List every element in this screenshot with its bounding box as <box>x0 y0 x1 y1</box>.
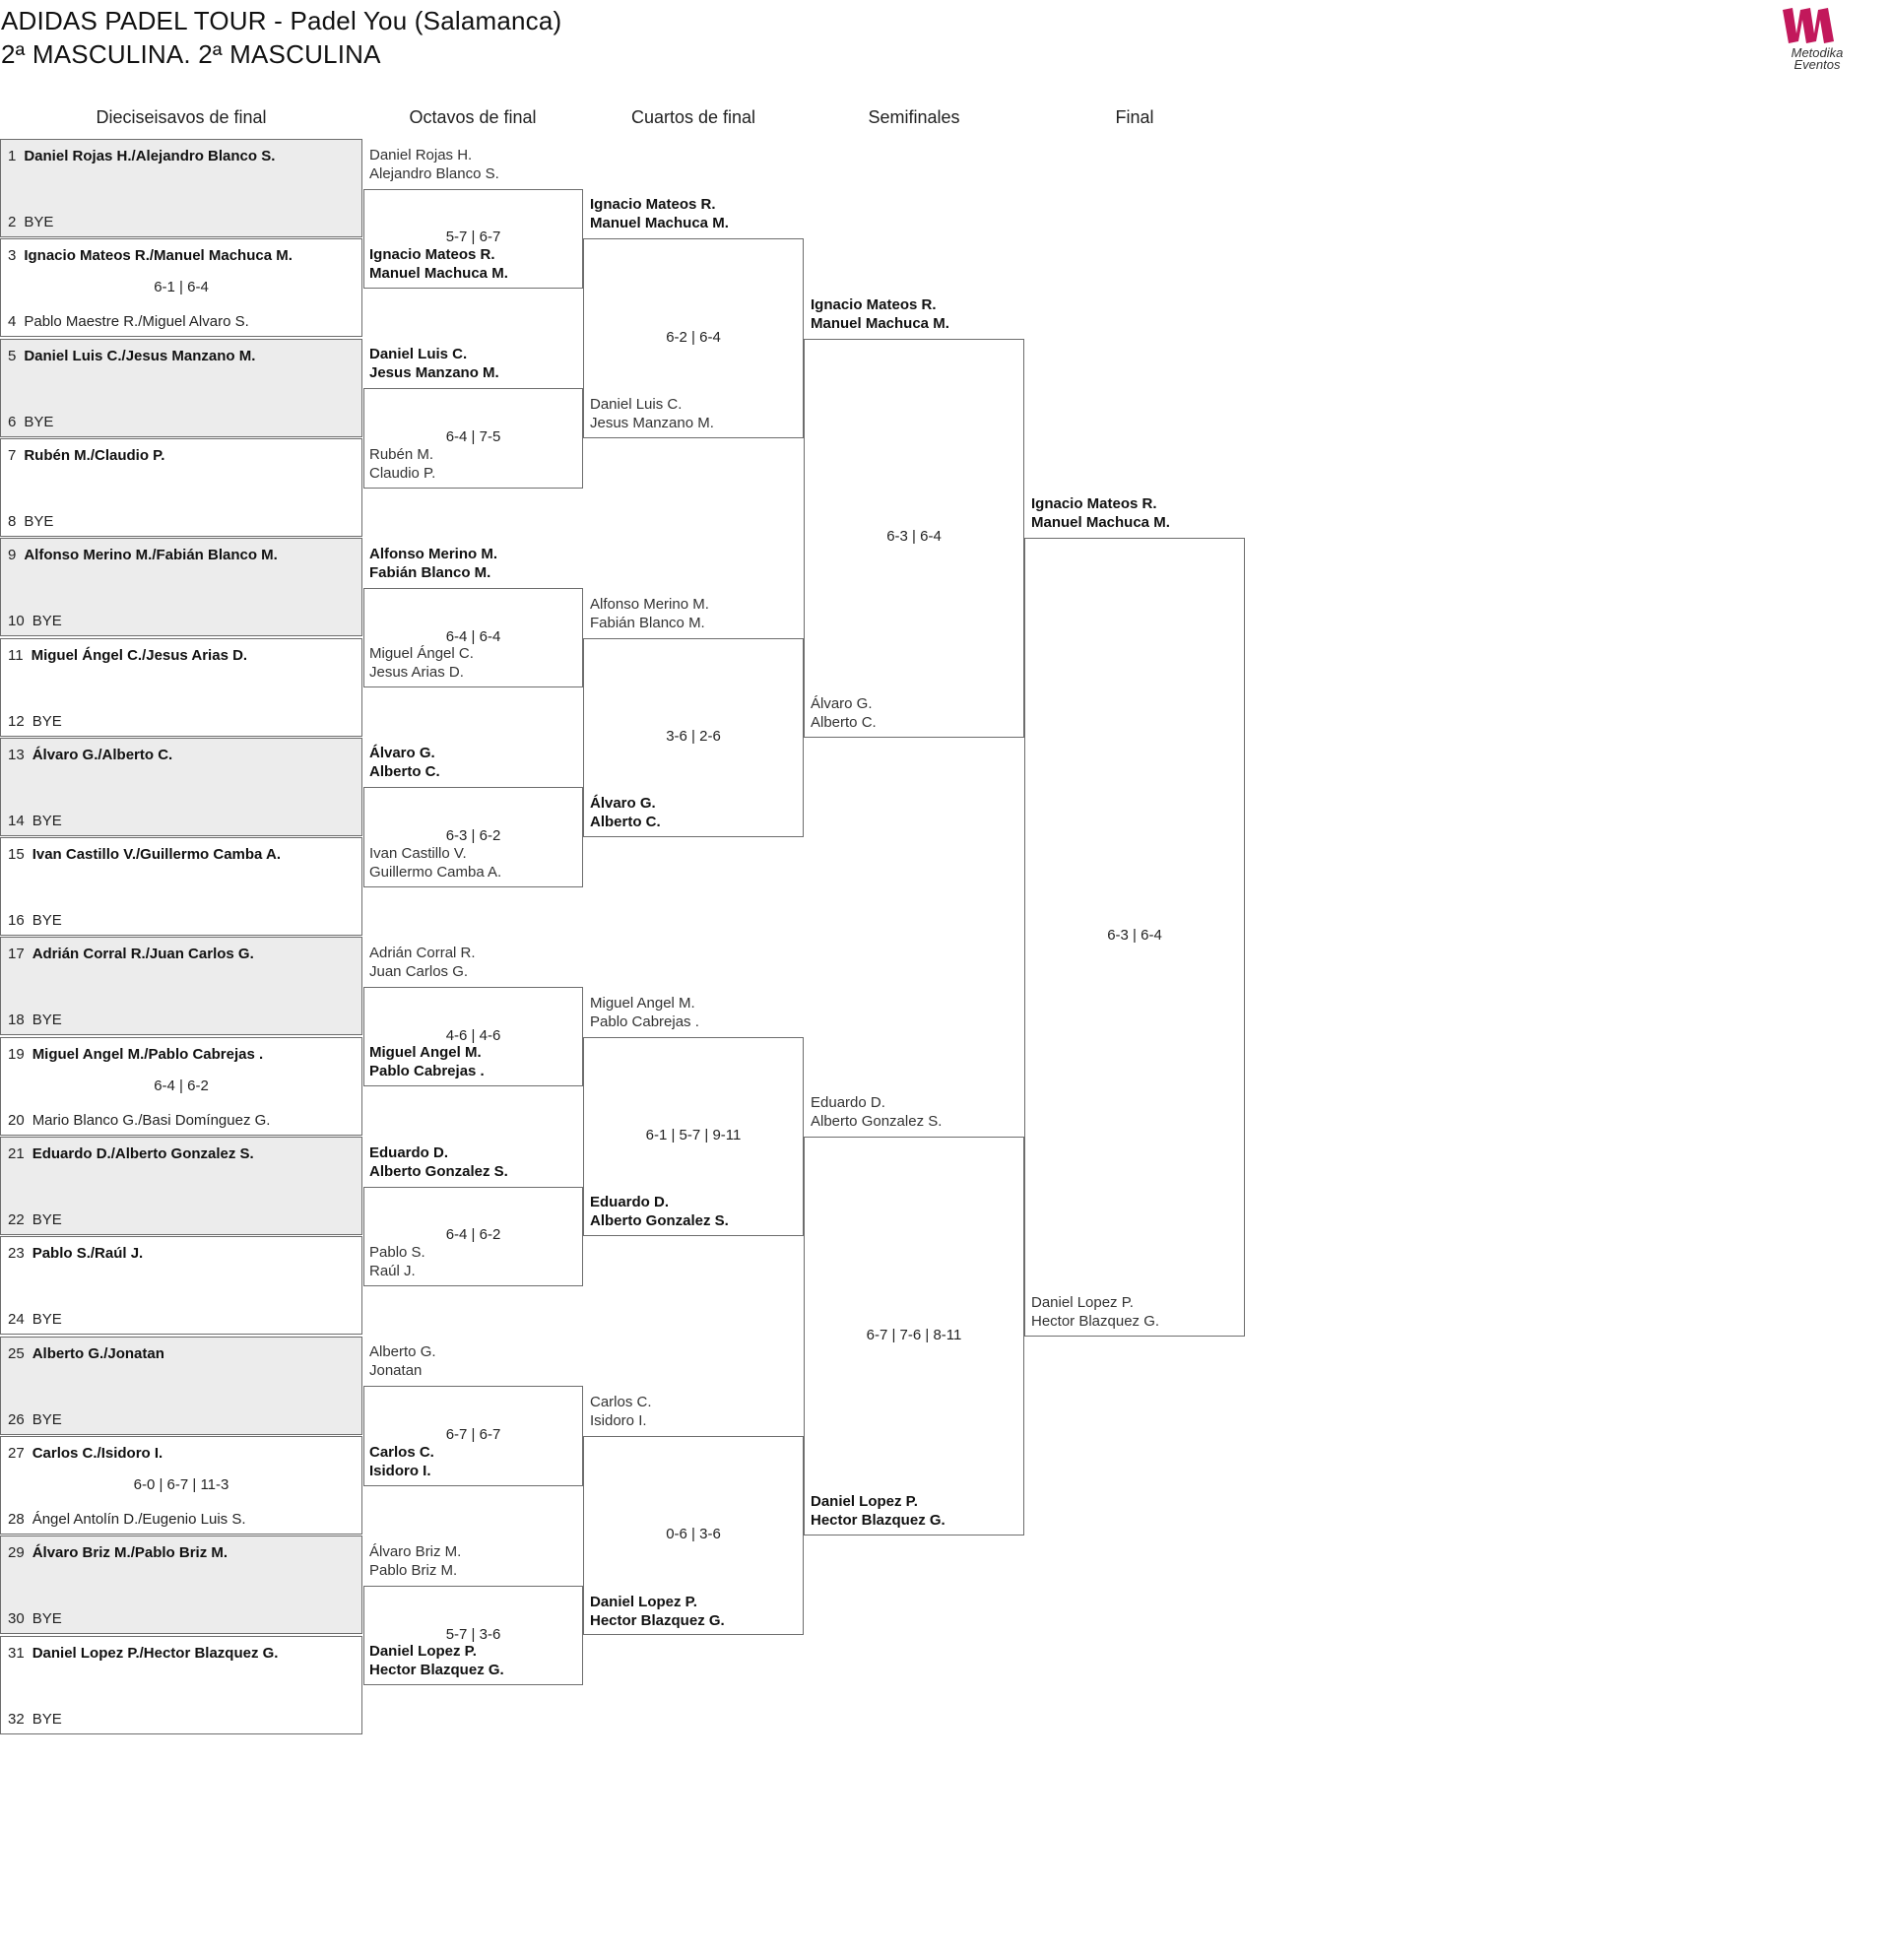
match-slot <box>0 1236 362 1335</box>
player-name: Manuel Machuca M. <box>1031 514 1170 532</box>
seed-number: 11 <box>8 646 24 664</box>
participant-top <box>590 595 709 632</box>
seed-number: 3 <box>8 247 17 265</box>
match-score: 6-7 | 6-7 <box>445 1425 501 1443</box>
entry-top <box>8 447 164 464</box>
participant-top <box>369 545 497 582</box>
seed-number: 24 <box>8 1311 25 1329</box>
team-name: BYE <box>24 214 54 230</box>
team-name: BYE <box>32 1710 62 1728</box>
match-score: 6-2 | 6-4 <box>666 328 721 346</box>
participant-bottom <box>1031 1293 1159 1331</box>
player-name: Hector Blazquez G. <box>369 1662 504 1679</box>
entry-bottom <box>8 1511 246 1528</box>
entry-bottom <box>8 214 53 230</box>
player-name: Daniel Luis C. <box>590 395 683 413</box>
round-header: Semifinales <box>868 107 960 127</box>
player-name: Alberto G. <box>369 1343 436 1361</box>
player-name: Daniel Lopez P. <box>590 1593 697 1610</box>
round-header: Final <box>1115 107 1154 127</box>
player-name: Alejandro Blanco S. <box>369 164 499 182</box>
player-name: Miguel Ángel C. <box>369 645 474 663</box>
team-name: BYE <box>32 712 62 730</box>
player-name: Álvaro Briz M. <box>369 1542 462 1560</box>
match-slot <box>0 1636 362 1734</box>
match-score: 6-3 | 6-2 <box>445 827 501 845</box>
player-name: Raúl J. <box>369 1262 416 1279</box>
team-name: Adrián Corral R./Juan Carlos G. <box>32 946 254 963</box>
player-name: Ivan Castillo V. <box>369 844 467 862</box>
player-name: Juan Carlos G. <box>369 963 469 981</box>
player-name: Pablo Briz M. <box>369 1561 458 1579</box>
page-title: ADIDAS PADEL TOUR - Padel You (Salamanca) <box>1 6 562 35</box>
match-score: 6-4 | 6-2 <box>445 1226 501 1244</box>
player-name: Daniel Lopez P. <box>1031 1293 1134 1311</box>
match-score: 6-4 | 6-4 <box>445 627 501 645</box>
team-name: Álvaro G./Alberto C. <box>32 746 173 763</box>
player-name: Hector Blazquez G. <box>1031 1312 1160 1330</box>
seed-number: 4 <box>8 313 17 331</box>
seed-number: 14 <box>8 812 25 829</box>
player-name: Fabián Blanco M. <box>590 614 705 631</box>
team-name: Alfonso Merino M./Fabián Blanco M. <box>24 547 278 564</box>
seed-number: 13 <box>8 746 25 763</box>
seed-number: 32 <box>8 1710 25 1728</box>
participant-bottom <box>590 794 661 831</box>
participant-bottom <box>369 1043 485 1080</box>
team-name: Carlos C./Isidoro I. <box>32 1444 163 1462</box>
participant-bottom <box>811 1492 946 1530</box>
seed-number: 12 <box>8 712 25 730</box>
match-slot <box>0 738 362 836</box>
entry-bottom <box>8 1311 62 1328</box>
match-slot <box>0 538 362 636</box>
participant-top <box>811 1093 942 1131</box>
match-slot <box>0 837 362 936</box>
seed-number: 28 <box>8 1510 25 1528</box>
seed-number: 8 <box>8 512 17 530</box>
team-name: BYE <box>32 1410 62 1428</box>
seed-number: 27 <box>8 1444 25 1462</box>
team-name: BYE <box>24 512 54 530</box>
player-name: Claudio P. <box>369 464 436 482</box>
player-name: Álvaro G. <box>590 795 656 813</box>
player-name: Álvaro G. <box>811 694 873 712</box>
logo <box>1763 4 1871 75</box>
player-name: Alberto Gonzalez S. <box>811 1113 943 1130</box>
seed-number: 2 <box>8 214 17 230</box>
entry-bottom <box>8 713 62 730</box>
player-name: Eduardo D. <box>369 1143 449 1161</box>
participant-top <box>590 994 699 1031</box>
seed-number: 23 <box>8 1245 25 1263</box>
player-name: Alberto C. <box>590 814 661 831</box>
player-name: Alfonso Merino M. <box>369 545 497 562</box>
participant-bottom <box>369 1443 434 1480</box>
participant-bottom <box>369 844 501 882</box>
player-name: Adrián Corral R. <box>369 945 476 962</box>
seed-number: 26 <box>8 1410 25 1428</box>
participant-top <box>811 295 949 333</box>
player-name: Carlos C. <box>369 1443 434 1461</box>
participant-bottom <box>590 395 714 432</box>
player-name: Alberto Gonzalez S. <box>590 1212 729 1230</box>
player-name: Ignacio Mateos R. <box>369 245 495 263</box>
team-name: Eduardo D./Alberto Gonzalez S. <box>32 1145 254 1162</box>
participant-top <box>369 146 499 183</box>
player-name: Miguel Angel M. <box>590 994 695 1012</box>
player-name: Jonatan <box>369 1362 423 1380</box>
logo-text-line1: Metodika <box>1791 45 1844 60</box>
match-slot <box>0 339 362 437</box>
player-name: Guillermo Camba A. <box>369 863 502 881</box>
team-name: Daniel Lopez P./Hector Blazquez G. <box>32 1644 279 1662</box>
player-name: Alfonso Merino M. <box>590 595 709 613</box>
team-name: Pablo S./Raúl J. <box>32 1245 144 1263</box>
seed-number: 1 <box>8 148 17 164</box>
seed-number: 30 <box>8 1610 25 1628</box>
player-name: Manuel Machuca M. <box>590 215 729 232</box>
player-name: Pablo Cabrejas . <box>590 1013 699 1030</box>
player-name: Hector Blazquez G. <box>811 1512 946 1530</box>
entry-bottom <box>8 513 53 530</box>
seed-number: 18 <box>8 1012 25 1029</box>
team-name: BYE <box>32 1311 62 1329</box>
match-score: 6-1 | 6-4 <box>154 279 209 296</box>
match-score: 6-3 | 6-4 <box>1107 927 1162 945</box>
match-slot <box>0 1137 362 1235</box>
match-score: 5-7 | 6-7 <box>445 229 501 246</box>
player-name: Daniel Lopez P. <box>811 1493 918 1511</box>
player-name: Álvaro G. <box>369 745 435 762</box>
match-score: 5-7 | 3-6 <box>445 1625 501 1643</box>
entry-top <box>8 647 247 664</box>
entry-bottom <box>8 1012 62 1028</box>
participant-bottom <box>369 445 435 483</box>
seed-number: 21 <box>8 1145 25 1162</box>
participant-bottom <box>369 245 508 283</box>
match-slot <box>0 1535 362 1634</box>
entry-top <box>8 1645 278 1662</box>
participant-bottom <box>369 1243 425 1280</box>
entry-top <box>8 348 255 364</box>
player-name: Isidoro I. <box>369 1462 431 1479</box>
team-name: Daniel Luis C./Jesus Manzano M. <box>24 347 256 364</box>
entry-top <box>8 1345 164 1362</box>
team-name: Ángel Antolín D./Eugenio Luis S. <box>32 1510 246 1528</box>
logo-text-line2: Eventos <box>1793 57 1841 72</box>
match-score: 6-4 | 7-5 <box>445 427 501 445</box>
participant-top <box>369 944 476 981</box>
team-name: Rubén M./Claudio P. <box>24 446 165 464</box>
entry-bottom <box>8 1211 62 1228</box>
seed-number: 25 <box>8 1344 25 1362</box>
team-name: BYE <box>32 812 62 829</box>
match-score: 6-0 | 6-7 | 11-3 <box>133 1475 229 1493</box>
match-slot <box>0 1337 362 1435</box>
player-name: Manuel Machuca M. <box>811 314 949 332</box>
seed-number: 16 <box>8 912 25 930</box>
player-name: Fabián Blanco M. <box>369 563 491 581</box>
match-slot <box>0 1037 362 1136</box>
team-name: Mario Blanco G./Basi Domínguez G. <box>32 1111 271 1129</box>
player-name: Pablo Cabrejas . <box>369 1063 485 1080</box>
entry-bottom <box>8 414 53 430</box>
match-slot <box>0 937 362 1035</box>
participant-top <box>369 1542 461 1580</box>
participant-top <box>369 1143 508 1181</box>
player-name: Manuel Machuca M. <box>369 264 508 282</box>
seed-number: 15 <box>8 846 25 864</box>
team-name: BYE <box>32 1211 62 1228</box>
team-name: BYE <box>32 912 62 930</box>
entry-top <box>8 1544 228 1561</box>
team-name: Ignacio Mateos R./Manuel Machuca M. <box>24 247 293 265</box>
round-header: Dieciseisavos de final <box>96 107 267 127</box>
seed-number: 10 <box>8 613 25 630</box>
participant-top <box>590 1393 652 1430</box>
team-name: BYE <box>32 613 62 630</box>
metodika-logo-icon <box>1763 4 1871 47</box>
match-slot <box>0 238 362 337</box>
seed-number: 29 <box>8 1544 25 1562</box>
entry-bottom <box>8 613 62 629</box>
team-name: Daniel Rojas H./Alejandro Blanco S. <box>24 148 276 164</box>
player-name: Ignacio Mateos R. <box>590 196 716 214</box>
player-name: Rubén M. <box>369 445 434 463</box>
match-score: 6-4 | 6-2 <box>154 1077 209 1094</box>
team-name: Alberto G./Jonatan <box>32 1344 164 1362</box>
match-slot <box>0 638 362 737</box>
participant-bottom <box>590 1193 729 1230</box>
team-name: BYE <box>24 413 54 430</box>
player-name: Miguel Angel M. <box>369 1044 482 1062</box>
seed-number: 6 <box>8 413 17 430</box>
participant-bottom <box>369 644 474 682</box>
player-name: Ignacio Mateos R. <box>811 295 937 313</box>
player-name: Alberto C. <box>369 763 440 781</box>
player-name: Pablo S. <box>369 1243 425 1261</box>
entry-top <box>8 1046 263 1063</box>
player-name: Ignacio Mateos R. <box>1031 495 1157 513</box>
entry-top <box>8 1145 254 1162</box>
participant-top <box>369 1342 436 1380</box>
entry-top <box>8 148 275 164</box>
player-name: Daniel Rojas H. <box>369 146 473 163</box>
seed-number: 7 <box>8 446 17 464</box>
team-name: Ivan Castillo V./Guillermo Camba A. <box>32 846 281 864</box>
player-name: Carlos C. <box>590 1393 652 1410</box>
player-name: Daniel Lopez P. <box>369 1643 477 1661</box>
participant-top <box>590 195 729 232</box>
participant-bottom <box>590 1593 725 1630</box>
entry-top <box>8 946 254 962</box>
participant-top <box>1031 494 1170 532</box>
participant-bottom <box>369 1642 504 1679</box>
participant-top <box>369 345 499 382</box>
player-name: Alberto Gonzalez S. <box>369 1162 508 1180</box>
team-name: Miguel Angel M./Pablo Cabrejas . <box>32 1045 264 1063</box>
match-score: 0-6 | 3-6 <box>666 1526 721 1543</box>
player-name: Alberto C. <box>811 713 877 731</box>
player-name: Eduardo D. <box>590 1194 670 1211</box>
player-name: Daniel Luis C. <box>369 346 468 363</box>
player-name: Jesus Manzano M. <box>369 364 499 382</box>
team-name: BYE <box>32 1012 62 1029</box>
entry-top <box>8 1245 143 1262</box>
entry-top <box>8 247 293 264</box>
seed-number: 5 <box>8 347 17 364</box>
match-slot <box>0 438 362 537</box>
entry-top <box>8 1445 163 1462</box>
match-slot <box>0 1436 362 1535</box>
entry-top <box>8 547 278 563</box>
team-name: Miguel Ángel C./Jesus Arias D. <box>31 646 248 664</box>
match-score: 3-6 | 2-6 <box>666 727 721 745</box>
match-score: 4-6 | 4-6 <box>445 1026 501 1044</box>
team-name: Pablo Maestre R./Miguel Alvaro S. <box>24 313 249 331</box>
round-header: Cuartos de final <box>630 107 756 127</box>
entry-bottom <box>8 1610 62 1627</box>
team-name: BYE <box>32 1610 62 1628</box>
match-score: 6-1 | 5-7 | 9-11 <box>645 1127 742 1143</box>
match-score: 6-3 | 6-4 <box>886 528 942 546</box>
entry-top <box>8 747 172 763</box>
match-score: 6-7 | 7-6 | 8-11 <box>866 1326 962 1343</box>
player-name: Eduardo D. <box>811 1094 885 1111</box>
seed-number: 19 <box>8 1045 25 1063</box>
player-name: Isidoro I. <box>590 1411 647 1429</box>
seed-number: 20 <box>8 1111 25 1129</box>
participant-top <box>369 744 440 781</box>
match-slot <box>0 139 362 237</box>
player-name: Hector Blazquez G. <box>590 1611 725 1629</box>
player-name: Jesus Arias D. <box>369 664 464 682</box>
seed-number: 31 <box>8 1644 25 1662</box>
entry-bottom <box>8 1112 270 1129</box>
seed-number: 22 <box>8 1211 25 1228</box>
team-name: Álvaro Briz M./Pablo Briz M. <box>32 1544 228 1562</box>
participant-bottom <box>811 694 877 732</box>
page-subtitle: 2ª MASCULINA. 2ª MASCULINA <box>1 39 381 69</box>
player-name: Jesus Manzano M. <box>590 414 714 431</box>
entry-bottom <box>8 1711 62 1728</box>
entry-bottom <box>8 313 249 330</box>
seed-number: 17 <box>8 946 25 963</box>
entry-bottom <box>8 813 62 829</box>
entry-bottom <box>8 1411 62 1428</box>
round-header: Octavos de final <box>409 107 537 127</box>
entry-top <box>8 846 281 863</box>
seed-number: 9 <box>8 547 17 564</box>
entry-bottom <box>8 912 62 929</box>
